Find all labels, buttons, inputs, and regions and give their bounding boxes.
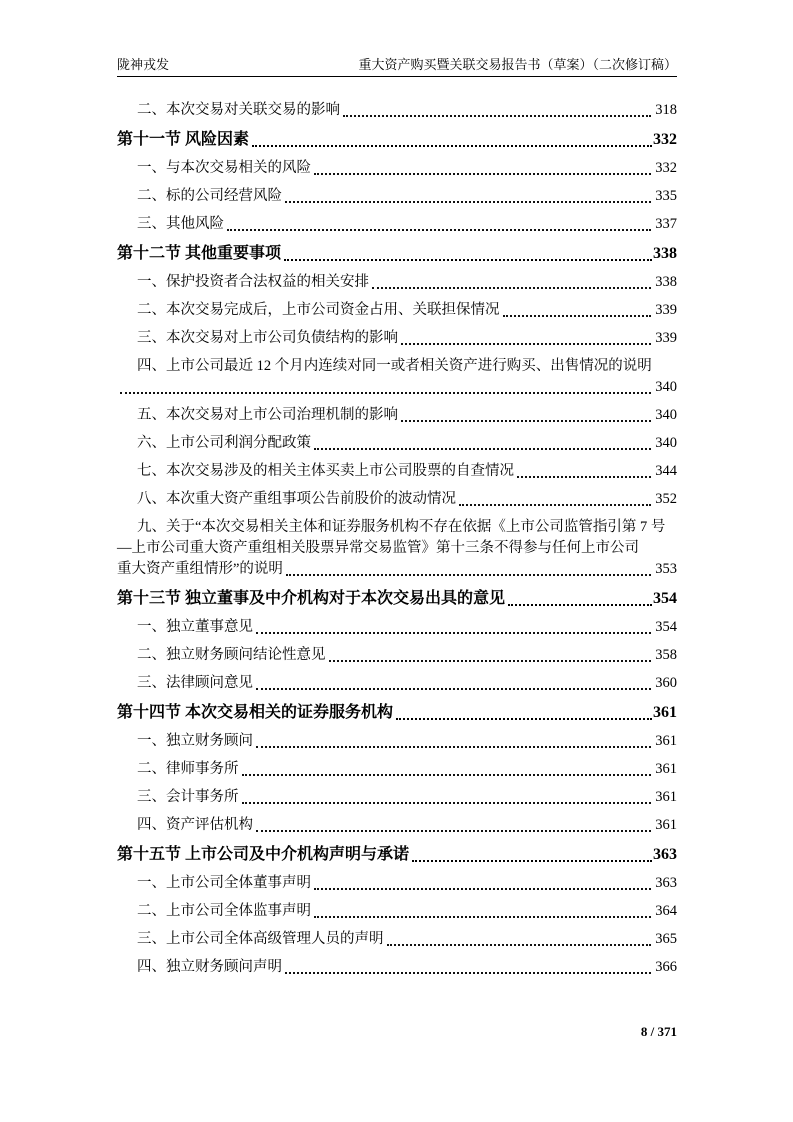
toc-entry[interactable] [117,489,677,510]
toc-entry-line [117,929,677,950]
toc-entry[interactable] [117,617,677,638]
toc-entry[interactable] [117,731,677,752]
toc-page-number: 361 [655,789,677,805]
toc-entry[interactable] [117,128,677,151]
toc-entry-line [117,328,677,349]
toc-dot-leader [503,315,652,317]
toc-dot-leader [286,574,651,576]
toc-entry-line [117,100,677,121]
toc-entry-line [117,759,677,780]
toc-entry[interactable] [117,158,677,179]
page-content [117,57,677,985]
toc-entry-line [117,405,677,426]
toc-page-number: 332 [653,131,677,148]
toc-entry-text: 一、保护投资者合法权益的相关安排 [137,274,369,290]
toc-entry-text: 第十四节 本次交易相关的证券服务机构 [117,704,394,721]
toc-entry-text: 三、其他风险 [137,216,224,232]
toc-dot-leader [401,420,651,422]
toc-entry-text: 二、标的公司经营风险 [137,188,282,204]
toc-dot-leader [517,476,651,478]
toc-entry-line [117,873,677,894]
toc-dot-leader [329,660,652,662]
toc-dot-leader [459,504,651,506]
toc-entry-text: 第十一节 风险因素 [117,131,250,148]
toc-entry-line [117,815,677,836]
toc-entry[interactable] [117,405,677,426]
toc-dot-leader [314,173,651,175]
toc-entry[interactable] [117,901,677,922]
toc-entry-line [117,901,677,922]
toc-entry-line [117,701,677,724]
toc-entry-text: 二、独立财务顾问结论性意见 [137,647,326,663]
toc-entry-line [117,673,677,694]
toc-entry[interactable] [117,356,677,398]
toc-entry[interactable] [117,300,677,321]
toc-entry-text: 三、上市公司全体高级管理人员的声明 [137,931,384,947]
toc-entry[interactable] [117,957,677,978]
toc-page-number: 353 [655,561,677,577]
toc-page-number: 335 [655,188,677,204]
toc-entry[interactable] [117,186,677,207]
toc-dot-leader [314,448,651,450]
toc-entry-text: 一、与本次交易相关的风险 [137,160,311,176]
toc-dot-leader [401,343,651,345]
toc-page-number: 363 [653,846,677,863]
toc-entry-line [117,272,677,293]
toc-entry-text: 七、本次交易涉及的相关主体买卖上市公司股票的自查情况 [137,463,514,479]
toc-page-number: 365 [655,931,677,947]
toc-entry-text: 六、上市公司利润分配政策 [137,435,311,451]
toc-dot-leader [508,604,652,606]
toc-page-number: 337 [655,216,677,232]
toc-entry[interactable] [117,433,677,454]
toc-page-number: 366 [655,959,677,975]
toc-dot-leader [227,229,651,231]
toc-entry-line [117,128,677,151]
toc-entry-line [117,538,677,559]
toc-entry-line [117,645,677,666]
toc-page-number: 364 [655,903,677,919]
toc-entry-text: 三、本次交易对上市公司负债结构的影响 [137,330,398,346]
toc-entry-text: —上市公司重大资产重组相关股票异常交易监管》第十三条不得参与任何上市公司 [117,540,639,556]
toc-dot-leader [252,145,652,147]
toc-entry[interactable] [117,645,677,666]
toc-entry-text: 三、会计事务所 [137,789,239,805]
toc-page-number: 318 [655,102,677,118]
toc-page-number: 338 [653,245,677,262]
toc-dot-leader [412,860,652,862]
toc-entry-text: 二、上市公司全体监事声明 [137,903,311,919]
toc-entry-line [117,617,677,638]
toc-dot-leader [314,888,651,890]
toc-page-number: 354 [655,619,677,635]
toc-page-number: 340 [655,379,677,395]
toc-entry[interactable] [117,815,677,836]
toc-entry-text: 三、法律顾问意见 [137,675,253,691]
toc-entry-text: 五、本次交易对上市公司治理机制的影响 [137,407,398,423]
toc-page-number: 354 [653,590,677,607]
toc-entry[interactable] [117,873,677,894]
toc-page-number: 332 [655,160,677,176]
toc-page-number: 340 [655,407,677,423]
toc-entry-text: 一、独立董事意见 [137,619,253,635]
toc-entry-text: 四、独立财务顾问声明 [137,959,282,975]
toc-entry-text: 九、关于“本次交易相关主体和证券服务机构不存在依据《上市公司监管指引第 7 号 [137,519,666,535]
toc-entry-line [117,517,677,538]
toc-dot-leader [314,916,651,918]
toc-page-number: 361 [655,761,677,777]
toc-dot-leader [242,802,652,804]
toc-page-number: 340 [655,435,677,451]
toc-entry[interactable] [117,673,677,694]
toc-page-number: 360 [655,675,677,691]
toc-entry-text: 四、上市公司最近 12 个月内连续对同一或者相关资产进行购买、出售情况的说明 [137,358,652,374]
page-number-indicator: 8 / 371 [640,1024,677,1039]
toc-entry-line [117,377,677,398]
toc-entry-line [117,300,677,321]
toc-entry-text: 八、本次重大资产重组事项公告前股价的波动情况 [137,491,456,507]
toc-page-number: 338 [655,274,677,290]
toc-entry-text: 第十三节 独立董事及中介机构对于本次交易出具的意见 [117,590,506,607]
toc-dot-leader [256,688,651,690]
toc-entry-text: 重大资产重组情形”的说明 [117,561,283,577]
toc-page-number: 358 [655,647,677,663]
toc-entry[interactable] [117,100,677,121]
toc-entry-line [117,843,677,866]
toc-page-number: 361 [655,733,677,749]
toc-entry-text: 二、本次交易对关联交易的影响 [137,102,340,118]
toc-dot-leader [256,830,651,832]
toc-entry[interactable] [117,929,677,950]
toc-dot-leader [285,201,651,203]
toc-page-number: 361 [655,817,677,833]
toc-entry-text: 四、资产评估机构 [137,817,253,833]
toc-entry[interactable] [117,461,677,482]
toc-page-number: 363 [655,875,677,891]
toc-entry-line [117,242,677,265]
toc-entry[interactable] [117,759,677,780]
toc-entry-text: 第十二节 其他重要事项 [117,245,282,262]
toc-page-number: 344 [655,463,677,479]
toc-entry-text: 第十五节 上市公司及中介机构声明与承诺 [117,846,410,863]
toc-dot-leader [396,718,652,720]
toc-entry-line [117,587,677,610]
toc-entry-line [117,787,677,808]
toc-entry-line [117,731,677,752]
toc-dot-leader [387,944,652,946]
toc-dot-leader [256,632,651,634]
toc-page-number: 352 [655,491,677,507]
toc-entry[interactable] [117,272,677,293]
toc-dot-leader [284,259,652,261]
document-header [117,57,677,77]
toc-entry[interactable] [117,214,677,235]
toc-entry-line [117,186,677,207]
toc-entry-line [117,957,677,978]
toc-entry-line [117,214,677,235]
toc-page-number: 339 [655,302,677,318]
toc-entry[interactable] [117,328,677,349]
toc-dot-leader [285,972,651,974]
toc-entry-text: 二、律师事务所 [137,761,239,777]
toc-entry[interactable] [117,787,677,808]
toc-entry-text: 二、本次交易完成后，上市公司资金占用、关联担保情况 [137,302,500,318]
toc-entry[interactable] [117,587,677,610]
toc-dot-leader [242,774,652,776]
toc [117,100,677,978]
toc-entry[interactable] [117,517,677,580]
page-footer [117,1024,677,1040]
toc-entry[interactable] [117,701,677,724]
toc-dot-leader [120,392,651,394]
header-company-name: 陇神戎发 [117,57,170,72]
toc-dot-leader [256,746,651,748]
toc-entry-line [117,158,677,179]
header-document-title: 重大资产购买暨关联交易报告书（草案）（二次修订稿） [358,57,677,72]
toc-entry[interactable] [117,843,677,866]
toc-page-number: 361 [653,704,677,721]
toc-entry-line [117,559,677,580]
toc-page-number: 339 [655,330,677,346]
toc-entry[interactable] [117,242,677,265]
toc-entry-line [117,433,677,454]
toc-entry-line [117,461,677,482]
toc-entry-text: 一、上市公司全体董事声明 [137,875,311,891]
toc-entry-text: 一、独立财务顾问 [137,733,253,749]
toc-dot-leader [372,287,651,289]
toc-dot-leader [343,115,651,117]
toc-entry-line [117,489,677,510]
toc-entry-line [117,356,677,377]
